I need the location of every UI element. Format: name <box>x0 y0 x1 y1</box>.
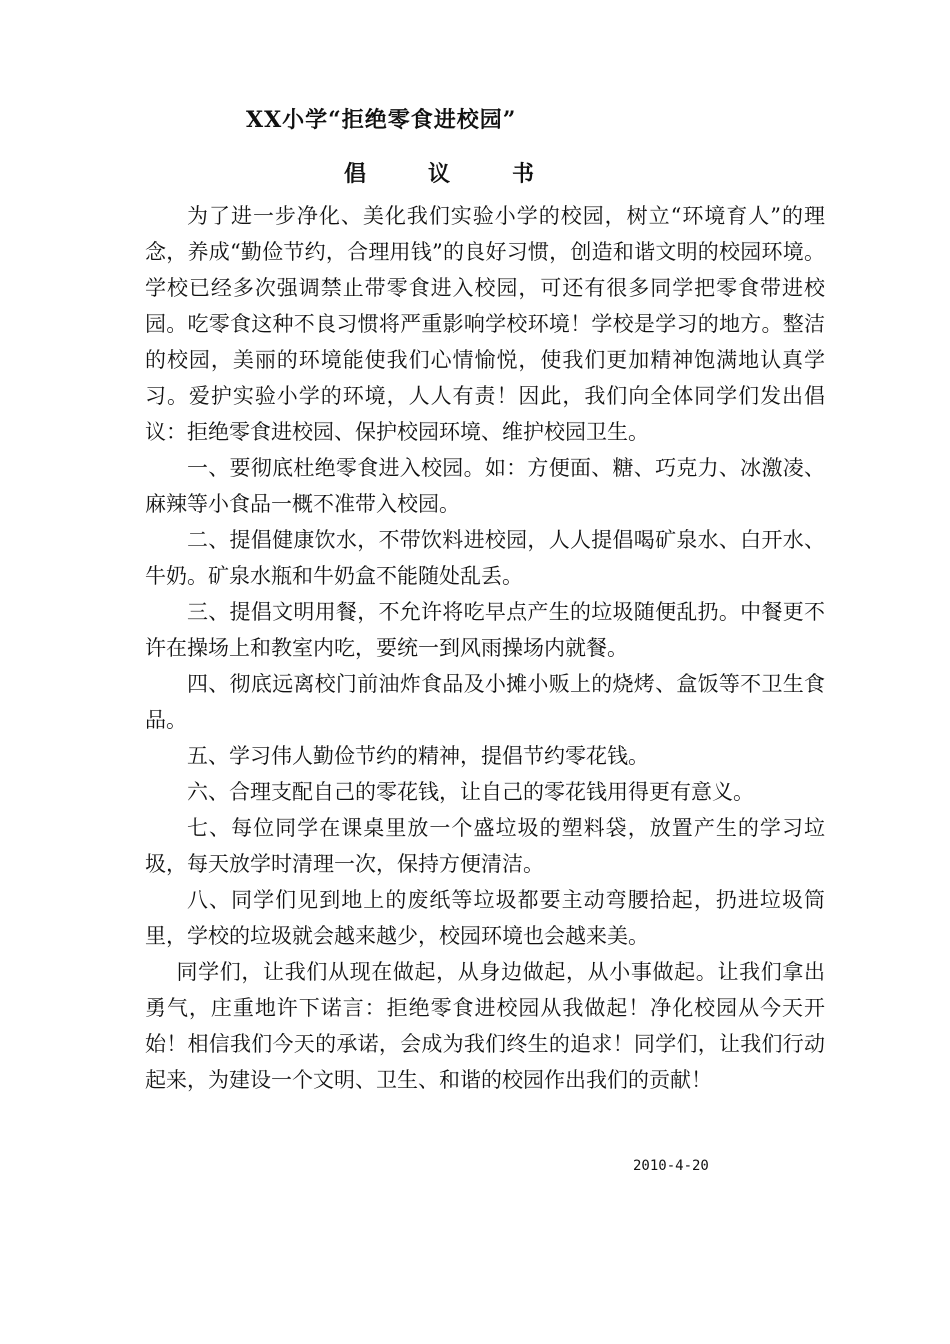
proposal-item-7: 七、每位同学在课桌里放一个盛垃圾的塑料袋，放置产生的学习垃圾，每天放学时清理一次，保持方便清洁。 <box>145 816 825 876</box>
proposal-item-3: 三、提倡文明用餐，不允许将吃早点产生的垃圾随便乱扔。中餐更不许在操场上和教室内吃，要统一到风雨操场内就餐。 <box>145 600 825 660</box>
document-title: XX小学“拒绝零食进校园” <box>246 107 517 133</box>
proposal-item-8: 八、同学们见到地上的废纸等垃圾都要主动弯腰拾起，扔进垃圾筒里，学校的垃圾就会越来越少，校园环境也会越来美。 <box>145 888 825 948</box>
proposal-item-5: 五、学习伟人勤俭节约的精神，提倡节约零花钱。 <box>187 744 649 768</box>
document-subtitle: 倡议书 <box>344 161 597 187</box>
document-body <box>145 198 825 1098</box>
closing-paragraph: 同学们，让我们从现在做起，从身边做起，从小事做起。让我们拿出勇气，庄重地许下诺言：拒绝零食进校园从我做起！净化校园从今天开始！相信我们今天的承诺，会成为我们终生的追求！同学们，让我们行动起来，为建设一个文明、卫生、和谐的校园作出我们的贡献！ <box>145 960 825 1092</box>
document-date: 2010-4-20 <box>633 1158 709 1174</box>
proposal-item-2: 二、提倡健康饮水，不带饮料进校园，人人提倡喝矿泉水、白开水、牛奶。矿泉水瓶和牛奶盒不能随处乱丢。 <box>145 528 825 588</box>
proposal-item-1: 一、要彻底杜绝零食进入校园。如：方便面、糖、巧克力、冰激凌、麻辣等小食品一概不准带入校园。 <box>145 456 825 516</box>
proposal-item-4: 四、彻底远离校门前油炸食品及小摊小贩上的烧烤、盒饭等不卫生食品。 <box>145 672 825 732</box>
proposal-item-6: 六、合理支配自己的零花钱，让自己的零花钱用得更有意义。 <box>187 780 754 804</box>
intro-paragraph: 为了进一步净化、美化我们实验小学的校园，树立“环境育人”的理念，养成“勤俭节约，合理用钱”的良好习惯，创造和谐文明的校园环境。学校已经多次强调禁止带零食进入校园，可还有很多同学把零食带进校园。吃零食这种不良习惯将严重影响学校环境！学校是学习的地方。整洁的校园，美丽的环境能使我们心情愉悦，使我们更加精神饱满地认真学习。爱护实验小学的环境，人人有责！因此，我们向全体同学们发出倡议：拒绝零食进校园、保护校园环境、维护校园卫生。 <box>145 204 825 444</box>
